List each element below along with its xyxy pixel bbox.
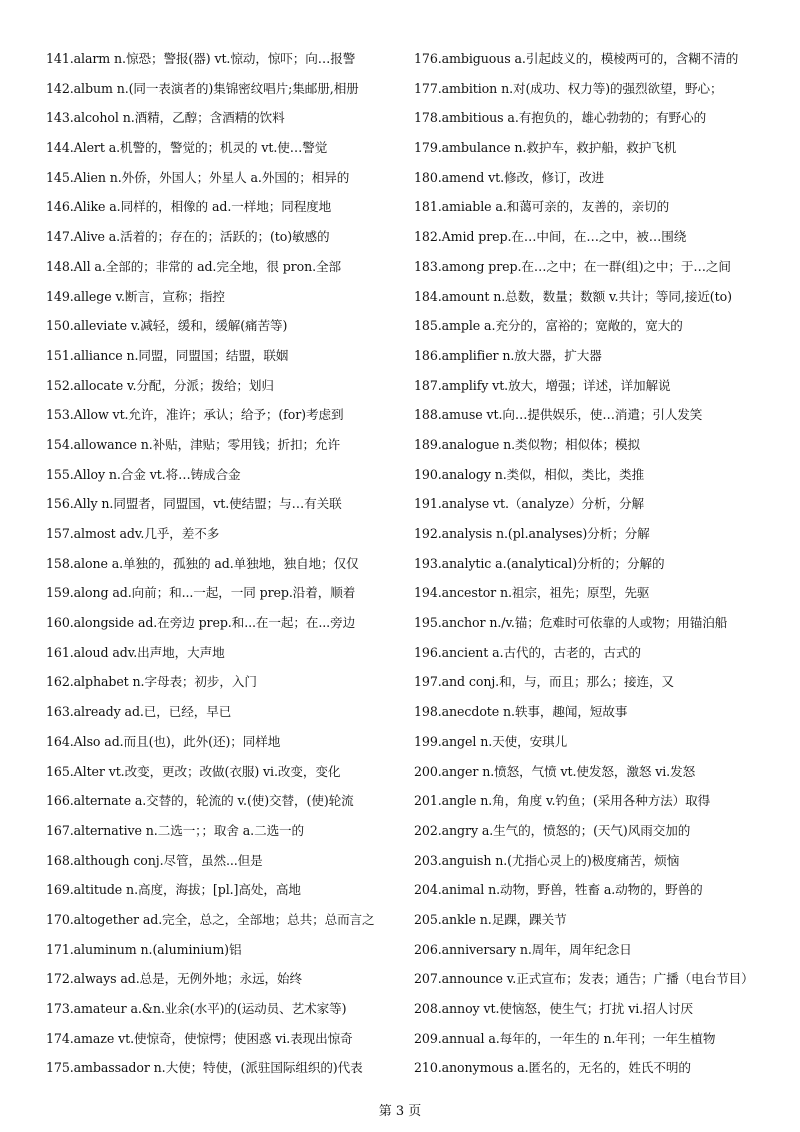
vocab-entry: 171.aluminum n.(aluminium)铝 [46,941,242,957]
vocab-entry: 204.animal n.动物，野兽，牲畜 a.动物的，野兽的 [414,882,703,898]
vocab-entry: 181.amiable a.和蔼可亲的，友善的，亲切的 [414,199,670,215]
vocab-entry: 186.amplifier n.放大器，扩大器 [414,347,602,363]
vocab-entry: 192.analysis n.(pl.analyses)分析；分解 [414,526,650,541]
vocab-entry: 190.analogy n.类似，相似，类比，类推 [414,466,645,482]
vocab-entry: 184.amount n.总数，数量；数额 v.共计；等同,接近(to) [414,288,732,304]
right-column [414,44,764,1083]
vocab-entry: 201.angle n.角，角度 v.钓鱼；(采用各种方法）取得 [414,793,711,809]
vocab-entry: 202.angry a.生气的，愤怒的；(天气)风雨交加的 [414,822,691,838]
vocab-entry: 172.always ad.总是，无例外地；永远，始终 [46,971,303,987]
vocab-entry: 193.analytic a.(analytical)分析的；分解的 [414,555,665,571]
vocab-entry: 175.ambassador n.大使；特使，(派驻国际组织的)代表 [46,1060,363,1076]
vocab-entry: 191.analyse vt.（analyze）分析，分解 [414,496,645,512]
vocab-entry: 165.Alter vt.改变，更改；改做(衣服) vi.改变，变化 [46,763,341,779]
vocab-entry: 203.anguish n.(尤指心灵上的)极度痛苦，烦恼 [414,852,680,868]
vocab-entry: 159.along ad.向前；和...一起，一同 prep.沿着，顺着 [46,585,356,601]
vocab-entry: 206.anniversary n.周年，周年纪念日 [414,941,632,957]
vocab-entry: 188.amuse vt.向…提供娱乐，使…消遣；引人发笑 [414,407,703,423]
vocab-entry: 160.alongside ad.在旁边 prep.和...在一起；在...旁边 [46,615,356,631]
vocab-entry: 194.ancestor n.祖宗，祖先；原型，先驱 [414,585,650,601]
vocab-entry: 174.amaze vt.使惊奇，使惊愕；使困惑 vi.表现出惊奇 [46,1030,353,1046]
vocab-entry: 185.ample a.充分的，富裕的；宽敞的，宽大的 [414,318,683,334]
vocab-entry: 142.album n.(同一表演者的)集锦密纹唱片;集邮册,相册 [46,80,359,96]
vocab-entry: 187.amplify vt.放大，增强；详述，详加解说 [414,377,671,393]
left-column [46,44,398,1083]
vocab-entry: 182.Amid prep.在…中间，在…之中，被…围绕 [414,229,687,245]
vocab-entry: 209.annual a.每年的，一年生的 n.年刊；一年生植物 [414,1030,716,1046]
vocab-entry: 180.amend vt.修改，修订，改进 [414,169,604,185]
vocab-entry: 198.anecdote n.轶事，趣闻，短故事 [414,704,628,720]
vocab-entry: 147.Alive a.活着的；存在的；活跃的；(to)敏感的 [46,229,330,245]
vocab-entry: 196.ancient a.古代的，古老的，古式的 [414,644,641,660]
vocab-entry: 169.altitude n.高度，海拔；[pl.]高处，高地 [46,882,301,898]
vocab-entry: 170.altogether ad.完全，总之，全部地；总共；总而言之 [46,911,375,927]
vocab-entry: 173.amateur a.&n.业余(水平)的(运动员、艺术家等) [46,1001,347,1016]
vocab-entry: 145.Alien n.外侨，外国人；外星人 a.外国的；相异的 [46,169,350,185]
vocab-entry: 141.alarm n.惊恐；警报(器) vt.惊动，惊吓；向…报警 [46,51,356,66]
vocab-entry: 178.ambitious a.有抱负的，雄心勃勃的；有野心的 [414,110,707,126]
vocab-entry: 162.alphabet n.字母表；初步，入门 [46,674,257,690]
vocab-entry: 161.aloud adv.出声地，大声地 [46,644,225,660]
vocab-entry: 150.alleviate v.减轻，缓和，缓解(痛苦等) [46,318,288,334]
vocab-entry: 207.announce v.正式宣布；发表；通告；广播（电台节目） [414,971,754,987]
vocab-entry: 168.although conj.尽管，虽然...但是 [46,852,263,868]
vocab-entry: 155.Alloy n.合金 vt.将…铸成合金 [46,466,241,482]
vocab-entry: 163.already ad.已，已经，早已 [46,704,232,720]
vocab-entry: 152.allocate v.分配，分派；拨给；划归 [46,377,274,393]
vocab-entry: 179.ambulance n.救护车，救护船，救护飞机 [414,140,677,156]
vocab-entry: 146.Alike a.同样的，相像的 ad.一样地；同程度地 [46,199,332,215]
vocab-entry: 176.ambiguous a.引起歧义的，模棱两可的，含糊不清的 [414,51,739,66]
vocab-entry: 208.annoy vt.使恼怒，使生气；打扰 vi.招人讨厌 [414,1001,694,1016]
vocab-entry: 157.almost adv.几乎，差不多 [46,526,220,541]
vocab-entry: 143.alcohol n.酒精，乙醇；含酒精的饮料 [46,110,285,126]
vocab-entry: 183.among prep.在…之中；在一群(组)之中；于…之间 [414,258,731,274]
vocab-entry: 197.and conj.和，与，而且；那么；接连，又 [414,674,674,690]
vocab-entry: 154.allowance n.补贴，津贴；零用钱；折扣；允许 [46,436,341,452]
vocab-entry: 199.angel n.天使，安琪儿 [414,733,568,749]
vocab-entry: 158.alone a.单独的，孤独的 ad.单独地，独自地；仅仅 [46,555,359,571]
vocab-entry: 189.analogue n.类似物；相似体；模拟 [414,436,640,452]
vocab-entry: 148.All a.全部的；非常的 ad.完全地，很 pron.全部 [46,258,341,274]
vocab-entry: 144.Alert a.机警的，警觉的；机灵的 vt.使…警觉 [46,140,328,156]
vocab-entry: 149.allege v.断言，宣称；指控 [46,288,225,304]
vocab-entry: 195.anchor n./v.锚；危难时可依靠的人或物；用锚泊船 [414,615,728,631]
vocab-entry: 200.anger n.愤怒，气愤 vt.使发怒，激怒 vi.发怒 [414,763,696,779]
vocab-entry: 210.anonymous a.匿名的，无名的，姓氏不明的 [414,1060,691,1076]
page-number: 第 3 页 [378,1104,422,1119]
vocab-entry: 164.Also ad.而且(也)，此外(还)；同样地 [46,733,281,749]
vocab-entry: 177.ambition n.对(成功、权力等)的强烈欲望，野心； [414,80,723,96]
vocab-entry: 205.ankle n.足踝，踝关节 [414,911,567,927]
vocab-entry: 156.Ally n.同盟者，同盟国，vt.使结盟；与…有关联 [46,496,342,512]
vocab-entry: 167.alternative n.二选一；；取舍 a.二选一的 [46,822,305,838]
vocab-entry: 166.alternate a.交替的，轮流的 v.(使)交替，(使)轮流 [46,793,354,809]
vocab-entry: 151.alliance n.同盟，同盟国；结盟，联姻 [46,347,289,363]
vocab-entry: 153.Allow vt.允许，准许；承认；给予；(for)考虑到 [46,407,344,423]
